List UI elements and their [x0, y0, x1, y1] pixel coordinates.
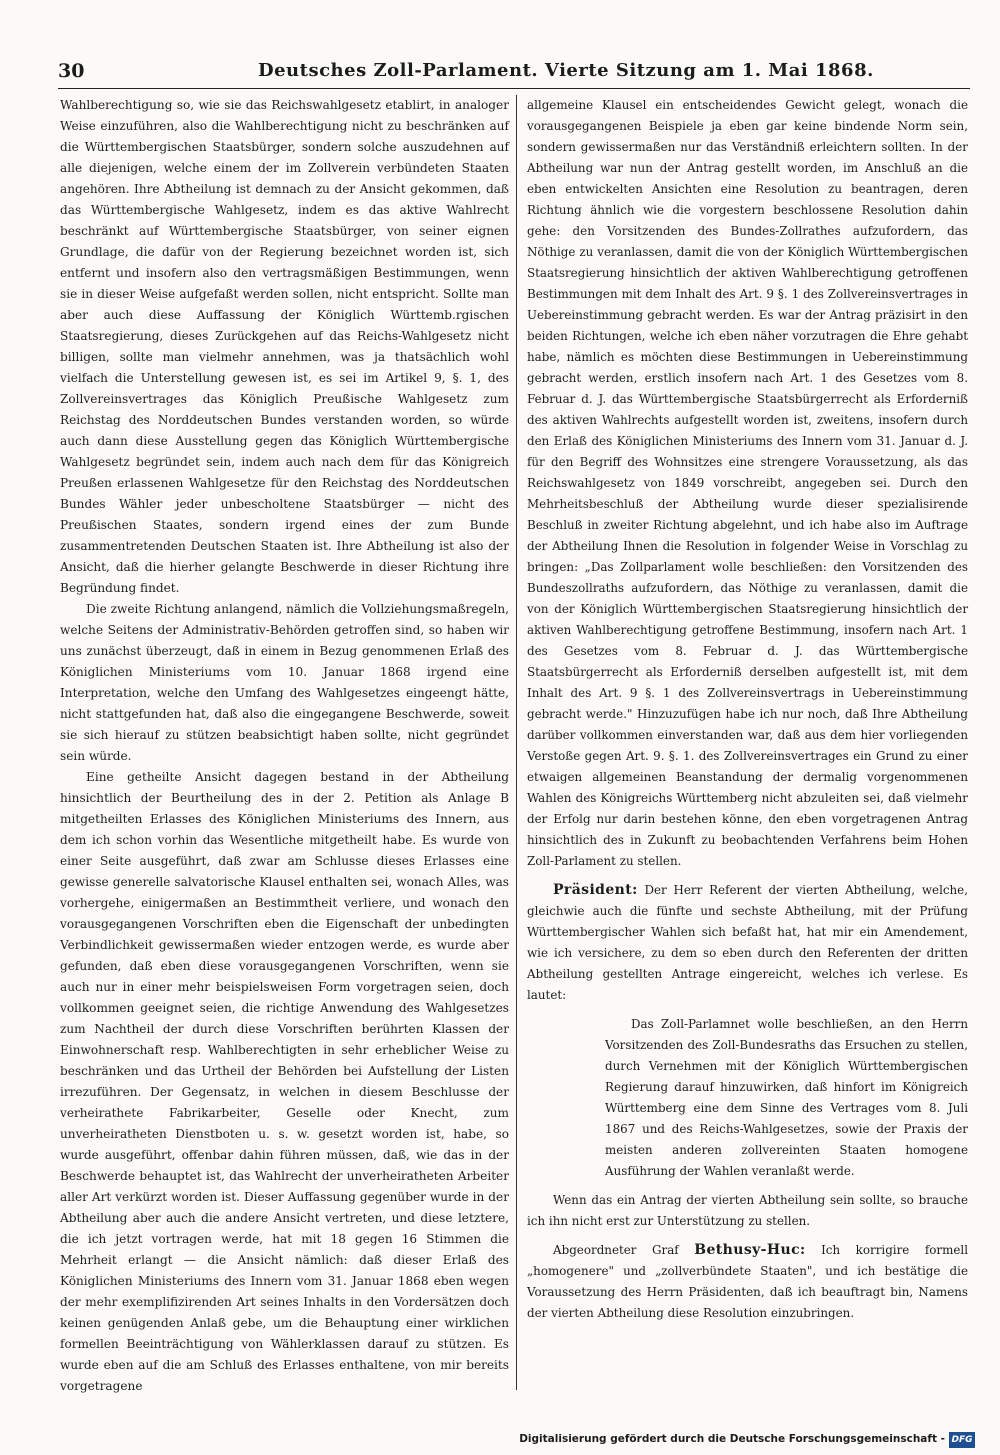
president-text: Der Herr Referent der vierten Abtheilung, welche, gleichwie auch die fünfte und sechste Abtheilung, mit der Prüfung Württembergischer Wahlen sich befaßt hat, hat mir ein Amendement, wie ich versichere, zu dem so eben durch den Referenten der dritten Abtheilung gestellten Antrage eingereicht, welches ich verlese. Es lautet:	[527, 883, 969, 1002]
amendment-quote: Das Zoll-Parlamnet wolle beschließen, an den Herrn Vorsitzenden des Zoll-Bundesraths das Ersuchen zu stellen, durch Vernehmen mit der Königlich Württembergischen Regierung darauf hinzuwirken, daß hinfort im Königreich Württemberg eine dem Sinne des Vertrages vom 8. Juli 1867 und des Reichs-Wahlgesetzes, sowie der Praxis der meisten anderen zollvereinten Staaten homogene Ausführung der Wahlen veranlaßt werde.	[605, 1017, 968, 1178]
right-column	[527, 95, 968, 1324]
footer-credit: Digitalisierung gefördert durch die Deutsche Forschungsgemeinschaft -	[519, 1433, 945, 1445]
bethusy-text: Ich korrigire formell „homogenere" und „zollverbündete Staaten", und ich bestätige die Voraussetzung des Herrn Präsidenten, daß ich beauftragt bin, Namens der vierten Abtheilung diese Resolution einzubringen.	[527, 1243, 969, 1320]
left-paragraph-2: Die zweite Richtung anlangend, nämlich die Vollziehungsmaßregeln, welche Seitens der Administrativ-Behörden getroffen sind, so haben wir uns zunächst überzeugt, daß in einem in Bezug genommenen Erlaß des Königlichen Ministeriums vom 10. Januar 1868 irgend eine Interpretation, welche den Umfang des Wahlgesetzes eingeengt hätte, nicht stattgefunden hat, daß also die eingegangene Beschwerde, soweit sie sich hierauf zu stützen beabsichtigt haben sollte, nicht gegründet sein würde.	[60, 602, 509, 763]
speaker-prefix: Abgeordneter Graf	[553, 1243, 679, 1257]
president-closing: Wenn das ein Antrag der vierten Abtheilung sein sollte, so brauche ich ihn nicht erst zur Unterstützung zu stellen.	[527, 1193, 968, 1228]
president-statement	[527, 880, 968, 1006]
left-paragraph-1: Wahlberechtigung so, wie sie das Reichswahlgesetz etablirt, in analoger Weise einzuführen, also die Wahlberechtigung nicht zu beschränken auf die Württembergischen Staatsbürger, sondern solche auszudehnen auf alle diejenigen, welche einem der im Zollverein verbündeten Staaten angehören. Ihre Abtheilung ist demnach zu der Ansicht gekommen, daß das Württembergische Wahlgesetz, indem es das aktive Wahlrecht beschränkt auf Württembergische Staatsbürger, von seiner eignen Grundlage, die dafür von der Regierung bezeichnet worden ist, sich entfernt und insofern also den vertragsmäßigen Bestimmungen, wenn sie in dieser Weise aufgefaßt werden sollen, nicht entspricht. Sollte man aber auch diese Auffassung der Königlich Württemb.rgischen Staatsregierung, dieses Zurückgehen auf das Reichs-Wahlgesetz nicht billigen, sollte man vielmehr annehmen, was ja thatsächlich wohl vielfach die Unterstellung gewesen ist, es sei im Artikel 9, §. 1, des Zollvereinsvertrages das Königlich Preußische Wahlgesetz zum Reichstag des Norddeutschen Bundes verstanden worden, so würde auch dann diese Ausstellung gegen das Königlich Württembergische Wahlgesetz begründet sein, indem auch nach dem für das Königreich Preußen erlassenen Wahlgesetze für den Reichstag des Norddeutschen Bundes Wähler jeder unbescholtene Staatsbürger — nicht des Preußischen Staates, sondern irgend eines der zum Bunde zusammentretenden Deutschen Staaten ist. Ihre Abtheilung ist also der Ansicht, daß die hierher gelangte Beschwerde in dieser Richtung ihre Begründung findet.	[60, 98, 509, 595]
column-divider	[516, 95, 517, 1390]
speaker-bethusy: Bethusy-Huc:	[694, 1242, 806, 1258]
left-paragraph-3: Eine getheilte Ansicht dagegen bestand in der Abtheilung hinsichtlich der Beurtheilung des in der 2. Petition als Anlage B mitgetheilten Erlasses des Königlichen Ministeriums des Innern, aus dem ich schon vorhin das Wesentliche mitgetheilt habe. Es wurde von einer Seite ausgeführt, daß zwar am Schlusse dieses Erlasses eine gewisse generelle salvatorische Klausel enthalten sei, wonach Alles, was vorhergehe, einigermaßen an Bestimmtheit verliere, und wonach den vorausgegangenen Vorschriften eben die Eigenschaft der unbedingten Verbindlichkeit gewissermaßen wieder entzogen werde, es wurde aber gefunden, daß eben diese vorausgegangenen Vorschriften, wenn sie auch nur in einer mehr beispielsweisen Form vorgetragen seien, doch vollkommen geeignet seien, die richtige Anwendung des Wahlgesetzes zum Nachtheil der durch diese Vorschriften berührten Klassen der Einwohnerschaft resp. Wahlberechtigten in sehr erheblicher Weise zu beschränken und das Urtheil der Behörden bei Aufstellung der Listen irrezuführen. Der Gegensatz, in welchen in diesem Beschlusse der verheirathete Fabrikarbeiter, Geselle oder Knecht, zum unverheiratheten Dienstboten u. s. w. gesetzt worden ist, habe, so wurde ausgeführt, offenbar dahin führen müssen, daß, wie das in der Beschwerde behauptet ist, das Wahlrecht der unverheiratheten Arbeiter aller Art verkürzt worden ist. Dieser Auffassung gegenüber wurde in der Abtheilung aber auch die andere Ansicht vertreten, und diese letztere, die ich jetzt vortragen werde, hat mit 18 gegen 16 Stimmen die Mehrheit erlangt — die Ansicht nämlich: daß dieser Erlaß des Königlichen Ministeriums des Innern vom 31. Januar 1868 eben wegen der mehr exemplifizirenden Art seines Inhalts in den Vordersätzen doch keinen genügenden Anlaß gebe, um die Behauptung einer wirklichen formellen Beeinträchtigung von Wählerklassen darauf zu stützen. Es wurde eben auf die am Schluß des Erlasses enthaltene, von mir bereits vorgetragene	[60, 770, 509, 1393]
dfg-logo-icon: DFG	[949, 1432, 975, 1448]
left-column	[60, 95, 509, 1397]
digitization-footer	[519, 1432, 975, 1450]
running-head: Deutsches Zoll-Parlament. Vierte Sitzung am 1. Mai 1868.	[258, 60, 874, 81]
bethusy-statement	[527, 1240, 968, 1324]
page-number: 30	[58, 60, 85, 82]
speaker-president: Präsident:	[553, 882, 638, 898]
page-header	[58, 58, 970, 89]
right-paragraph-1: allgemeine Klausel ein entscheidendes Gewicht gelegt, wonach die vorausgegangenen Beispiele ja eben gar keine bindende Norm sein, sondern gewissermaßen nur das Verständniß erleichtern sollten. In der Abtheilung war nun der Antrag gestellt worden, im Anschluß an die eben entwickelten Ansichten eine Resolution zu beantragen, deren Richtung ähnlich wie die vorgestern beschlossene Resolution dahin gehe: den Vorsitzenden des Bundes-Zollrathes aufzufordern, das Nöthige zu veranlassen, damit die von der Königlich Württembergischen Staatsregierung hinsichtlich der aktiven Wahlberechtigung getroffenen Bestimmungen mit dem Inhalt des Art. 9 §. 1 des Zollvereinsvertrages in Uebereinstimmung gebracht werden. Es war der Antrag präzisirt in den beiden Richtungen, welche ich eben näher vorzutragen die Ehre gehabt habe, nämlich es möchten diese Bestimmungen in Uebereinstimmung gebracht werden, erstlich insofern nach Art. 1 des Gesetzes vom 8. Februar d. J. das Württembergische Staatsbürgerrecht als Erforderniß des aktiven Wahlrechts aufgestellt worden ist, zweitens, insofern durch den Erlaß des Königlichen Ministeriums des Innern vom 31. Januar d. J. für den Begriff des Wohnsitzes eine strengere Voraussetzung, als das Reichswahlgesetz von 1849 vorschreibt, angegeben sei. Durch den Mehrheitsbeschluß der Abtheilung wurde dieser spezialisirende Beschluß in zweiter Richtung abgelehnt, und ich habe also im Auftrage der Abtheilung Ihnen die Resolution in folgender Weise in Vorschlag zu bringen: „Das Zollparlament wolle beschließen: den Vorsitzenden des Bundeszollraths aufzufordern, das Nöthige zu veranlassen, damit die von der Königlich Württembergischen Staatsregierung hinsichtlich der aktiven Wahlberechtigung getroffene Bestimmung, insofern nach Art. 1 des Gesetzes vom 8. Februar d. J. das Württembergische Staatsbürgerrecht als Erforderniß derselben aufgestellt ist, mit dem Inhalt des Art. 9 §. 1 des Zollvereinsvertrags in Uebereinstimmung gebracht werde." Hinzuzufügen habe ich nur noch, daß Ihre Abtheilung darüber vollkommen einverstanden war, daß aus dem hier vorliegenden Verstoße gegen Art. 9. §. 1. des Zollvereinsvertrages ein Grund zu einer etwaigen allgemeinen Beanstandung der dermalig vorgenommenen Wahlen des Königreichs Württemberg nicht abzuleiten sei, daß vielmehr der Erfolg nur darin bestehen könne, den eben vorgetragenen Antrag hinsichtlich des in Zukunft zu beobachtenden Verfahrens beim Hohen Zoll-Parlament zu stellen.	[527, 98, 968, 868]
